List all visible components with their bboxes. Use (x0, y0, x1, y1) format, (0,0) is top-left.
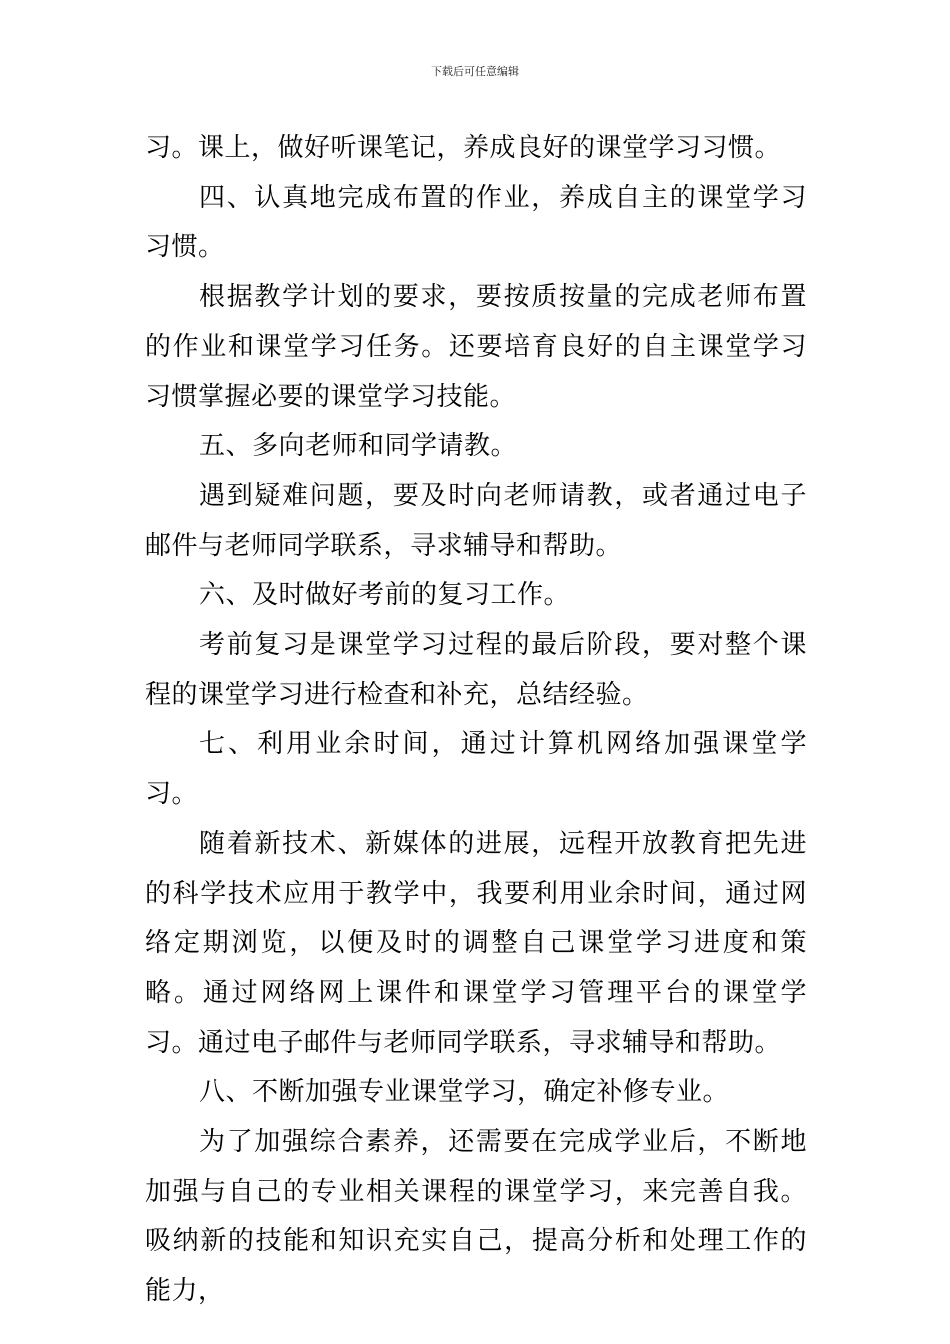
paragraph-3: 根据教学计划的要求，要按质按量的完成老师布置的作业和课堂学习任务。还要培育良好的自主课堂学习习惯掌握必要的课堂学习技能。 (145, 282, 807, 412)
paragraph-9: 随着新技术、新媒体的进展，远程开放教育把先进的科学技术应用于教学中，我要利用业余时间，通过网络定期浏览，以便及时的调整自己课堂学习进度和策略。通过网络网上课件和课堂学习管理平台的课堂学习。通过电子邮件与老师同学联系，寻求辅导和帮助。 (145, 828, 807, 1058)
paragraph-10: 八、不断加强专业课堂学习，确定补修专业。 (199, 1077, 730, 1108)
document-body (145, 124, 807, 1317)
paragraph-11: 为了加强综合素养，还需要在完成学业后，不断地加强与自己的专业相关课程的课堂学习，来完善自我。吸纳新的技能和知识充实自己，提高分析和处理工作的能力， (145, 1127, 807, 1307)
paragraph-4: 五、多向老师和同学请教。 (199, 431, 518, 462)
page-header: 下载后可任意编辑 (431, 65, 519, 78)
paragraph-2: 四、认真地完成布置的作业，养成自主的课堂学习习惯。 (145, 182, 807, 263)
paragraph-8: 七、利用业余时间，通过计算机网络加强课堂学习。 (145, 729, 807, 810)
paragraph-1: 习。课上，做好听课笔记，养成良好的课堂学习习惯。 (145, 133, 782, 163)
paragraph-7: 考前复习是课堂学习过程的最后阶段，要对整个课程的课堂学习进行检查和补充，总结经验。 (145, 630, 807, 710)
paragraph-5: 遇到疑难问题，要及时向老师请教，或者通过电子邮件与老师同学联系，寻求辅导和帮助。 (145, 480, 807, 561)
paragraph-6: 六、及时做好考前的复习工作。 (199, 580, 571, 611)
